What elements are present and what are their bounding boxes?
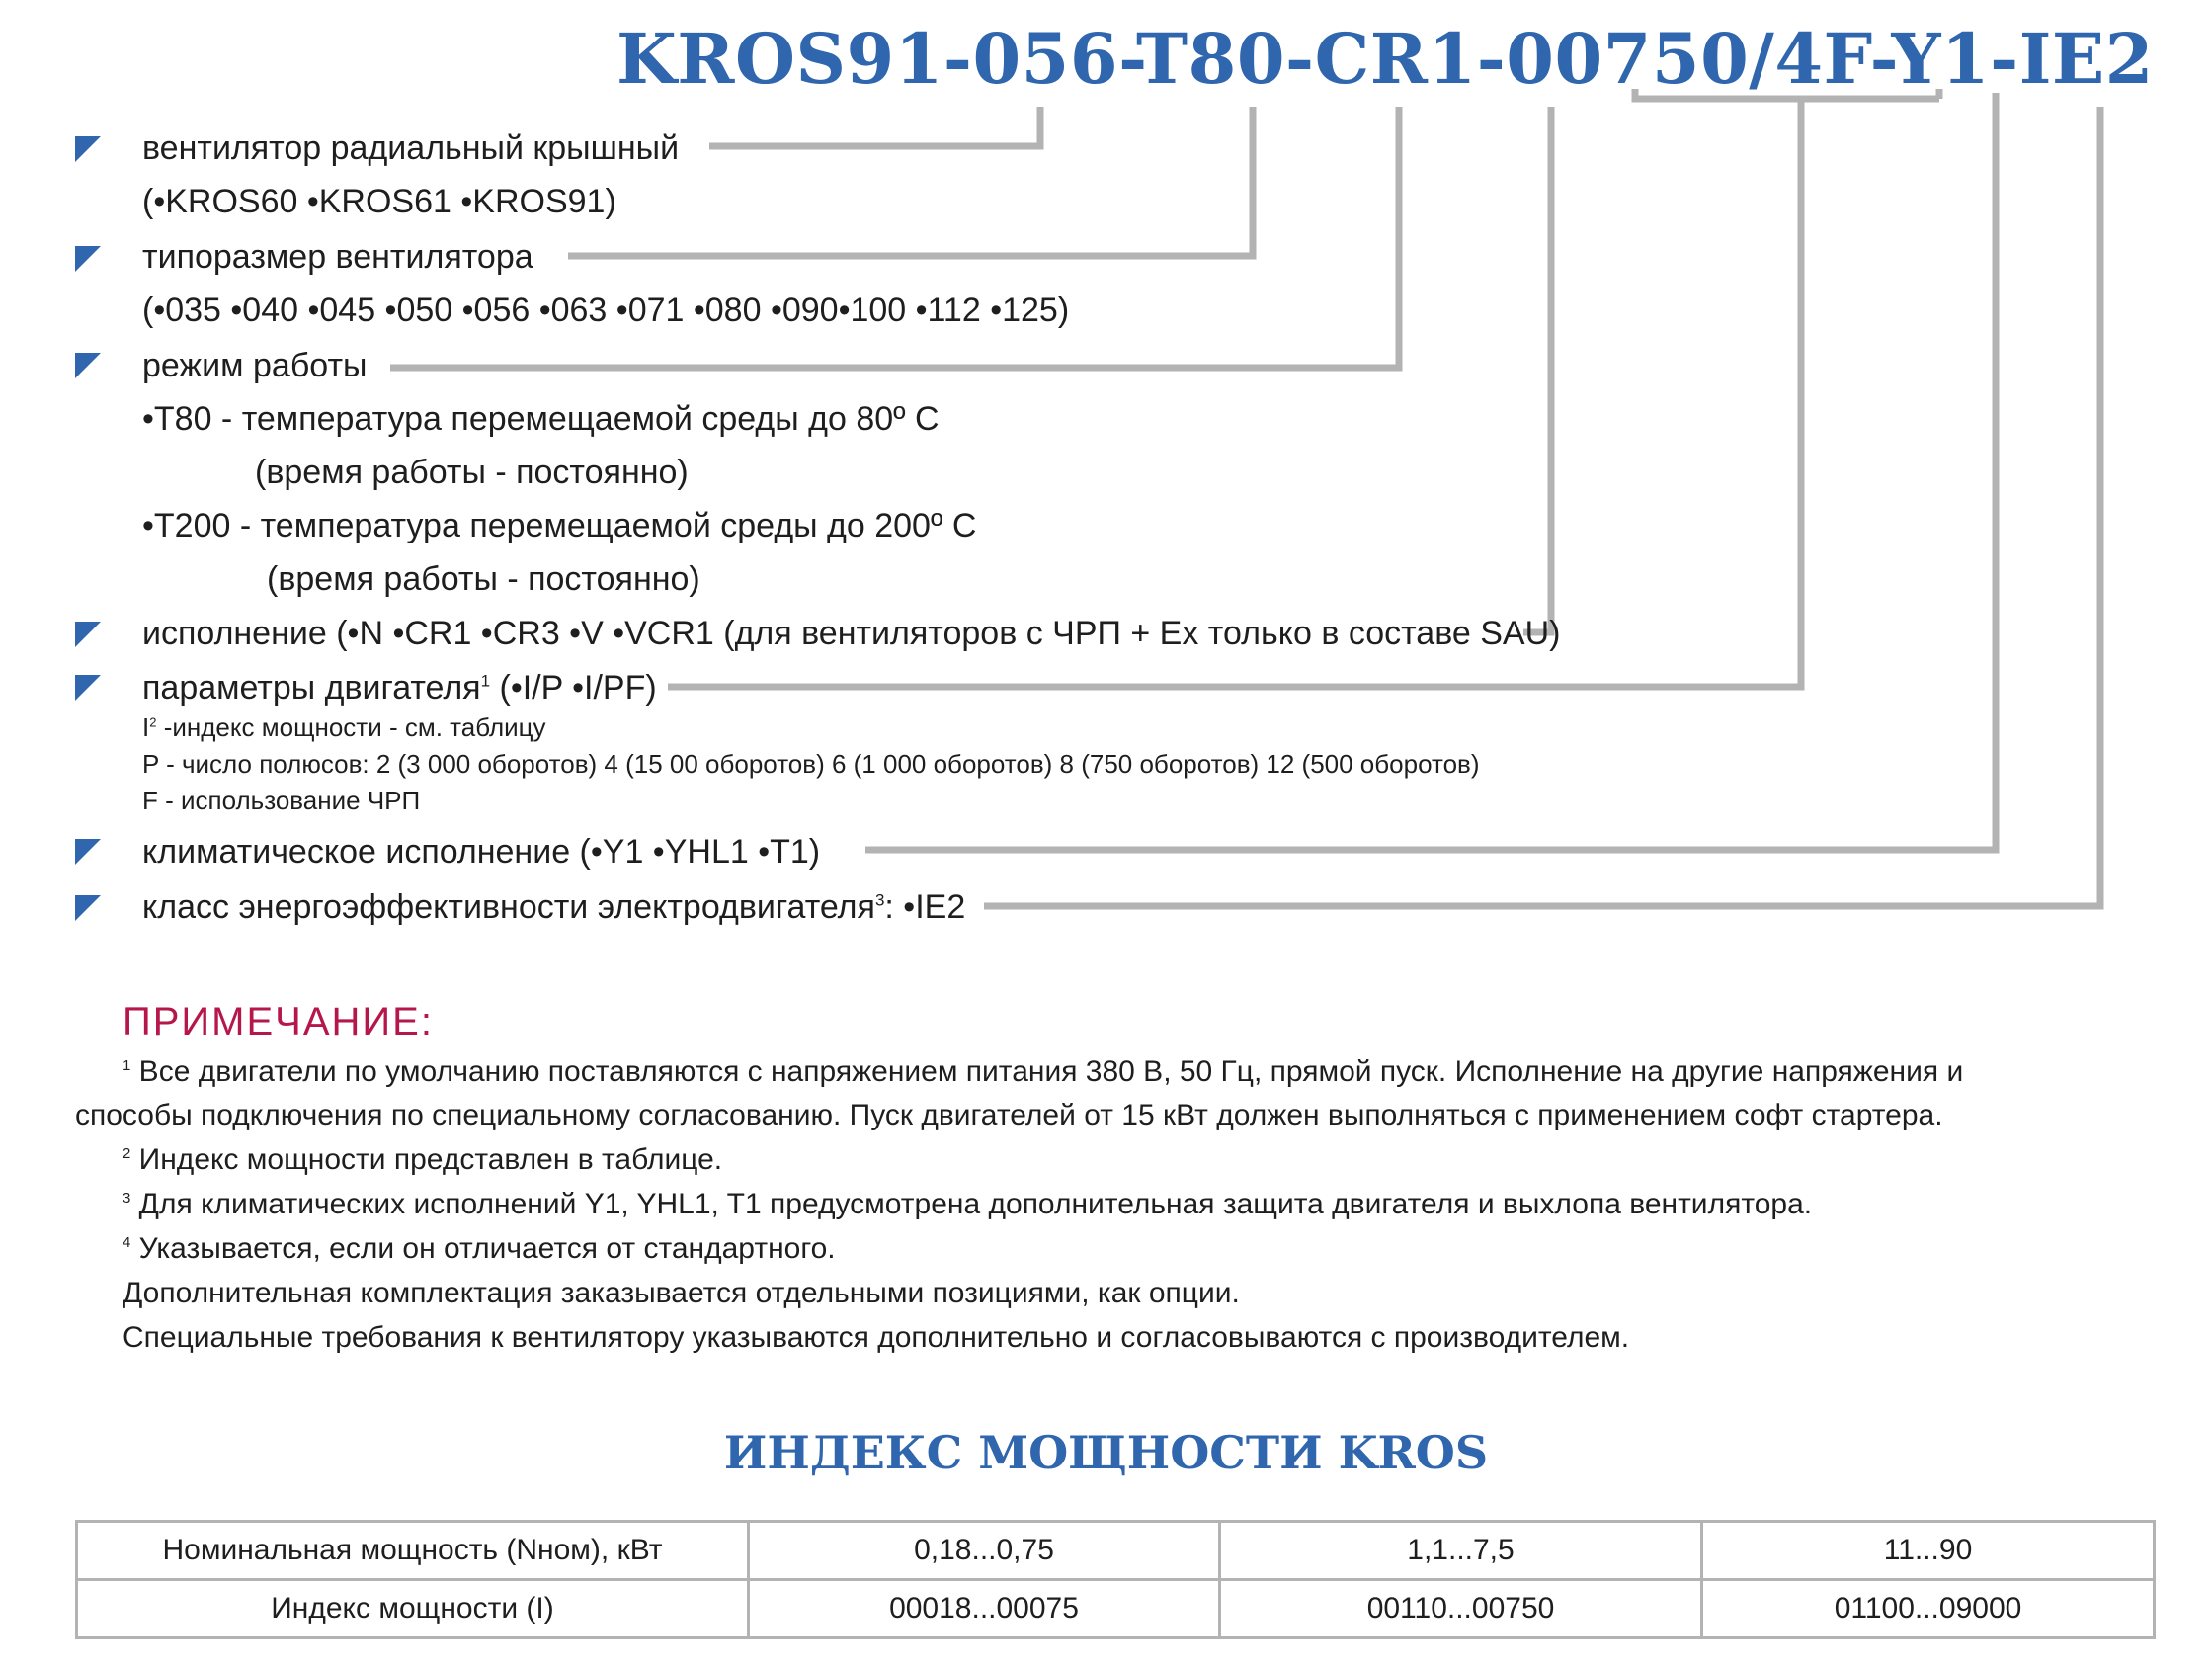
connector-energy bbox=[984, 107, 2100, 906]
table-cell: 01100...09000 bbox=[1702, 1580, 2155, 1638]
table-cell: 00110...00750 bbox=[1220, 1580, 1702, 1638]
item-mode-t200: •Т200 - температура перемещаемой среды до 200º С bbox=[142, 507, 977, 544]
table-cell: 0,18...0,75 bbox=[749, 1522, 1220, 1580]
item-motor bbox=[142, 668, 657, 708]
item-energy-label: класс энергоэффективности электродвигателя bbox=[142, 888, 875, 926]
item-mode-t80: •Т80 - температура перемещаемой среды до 80º С bbox=[142, 400, 940, 438]
table-row-label: Номинальная мощность (Nном), кВт bbox=[77, 1522, 749, 1580]
connector-design bbox=[1523, 107, 1551, 632]
item-motor-i-line: $I^2$ -индекс мощности - см. таблицу bbox=[142, 712, 546, 742]
item-motor-options: (•I/P •I/PF) bbox=[490, 669, 657, 707]
table-cell: 11...90 bbox=[1702, 1522, 2155, 1580]
item-type-label: вентилятор радиальный крышный bbox=[142, 129, 680, 167]
table-row bbox=[77, 1580, 2155, 1638]
bullet-icon bbox=[75, 136, 101, 162]
power-index-table bbox=[75, 1520, 2156, 1639]
note-4: $^4$ Указывается, если он отличается от стандартного. bbox=[123, 1232, 836, 1265]
item-motor-p-line: P - число полюсов: 2 (3 000 оборотов) 4 (15 00 оборотов) 6 (1 000 оборотов) 8 (750 оборотов) 12 (500 оборотов) bbox=[142, 749, 1480, 779]
bullet-icon bbox=[75, 622, 101, 647]
item-mode-t80-time: (время работы - постоянно) bbox=[255, 454, 689, 491]
item-mode-t200-time: (время работы - постоянно) bbox=[267, 560, 700, 598]
item-size-options: (•035 •040 •045 •050 •056 •063 •071 •080 •090•100 •112 •125) bbox=[142, 292, 1070, 329]
item-design-label: исполнение (•N •CR1 •CR3 •V •VCR1 (для вентиляторов с ЧРП + Ex только в составе SAU) bbox=[142, 615, 1561, 652]
item-size-label: типоразмер вентилятора bbox=[142, 238, 533, 276]
bullet-icon bbox=[75, 353, 101, 378]
note-extra-1: Дополнительная комплектация заказывается отдельными позициями, как опции. bbox=[123, 1277, 1240, 1309]
note-1-line-2: способы подключения по специальному согласованию. Пуск двигателей от 15 кВт должен выполняться с применением софт стартера. bbox=[75, 1099, 1943, 1131]
item-motor-sup: 1 bbox=[480, 671, 491, 691]
item-motor-label: параметры двигателя bbox=[142, 669, 481, 707]
table-row-label: Индекс мощности (I) bbox=[77, 1580, 749, 1638]
item-type-options: (•KROS60 •KROS61 •KROS91) bbox=[142, 183, 616, 220]
bullet-icon bbox=[75, 675, 101, 701]
table-row bbox=[77, 1522, 2155, 1580]
item-energy bbox=[142, 887, 965, 927]
item-energy-options: : •IE2 bbox=[884, 888, 966, 926]
connector-climate bbox=[865, 93, 1996, 850]
note-3: $^3$ Для климатических исполнений Y1, YHL1, T1 предусмотрена дополнительная защита двигателя и выхлопа вентилятора. bbox=[123, 1188, 1813, 1220]
table-cell: 00018...00075 bbox=[749, 1580, 1220, 1638]
model-code: KROS91-056-T80-CR1-00750/4F-Y1-IE2 bbox=[615, 18, 2154, 100]
bullet-icon bbox=[75, 895, 101, 921]
item-energy-sup: 3 bbox=[874, 890, 885, 910]
table-cell: 1,1...7,5 bbox=[1220, 1522, 1702, 1580]
note-1-line-1: $^1$ Все двигатели по умолчанию поставляются с напряжением питания 380 В, 50 Гц, прямой пуск. Исполнение на другие напряжения и bbox=[123, 1055, 1964, 1088]
item-motor-f-line: F - использование ЧРП bbox=[142, 786, 421, 815]
power-table-title: ИНДЕКС МОЩНОСТИ KROS bbox=[723, 1426, 1489, 1479]
connector-motor bbox=[668, 89, 1801, 687]
bullet-icon bbox=[75, 246, 101, 272]
item-mode-label: режим работы bbox=[142, 347, 368, 384]
bullet-icon bbox=[75, 839, 101, 865]
note-title: ПРИМЕЧАНИЕ: bbox=[123, 1000, 434, 1044]
item-climate-label: климатическое исполнение (•Y1 •YHL1 •T1) bbox=[142, 833, 821, 871]
note-2: $^2$ Индекс мощности представлен в таблице. bbox=[123, 1143, 723, 1176]
note-extra-2: Специальные требования к вентилятору указываются дополнительно и согласовываются с производителем. bbox=[123, 1321, 1630, 1354]
connector-type bbox=[709, 107, 1040, 146]
